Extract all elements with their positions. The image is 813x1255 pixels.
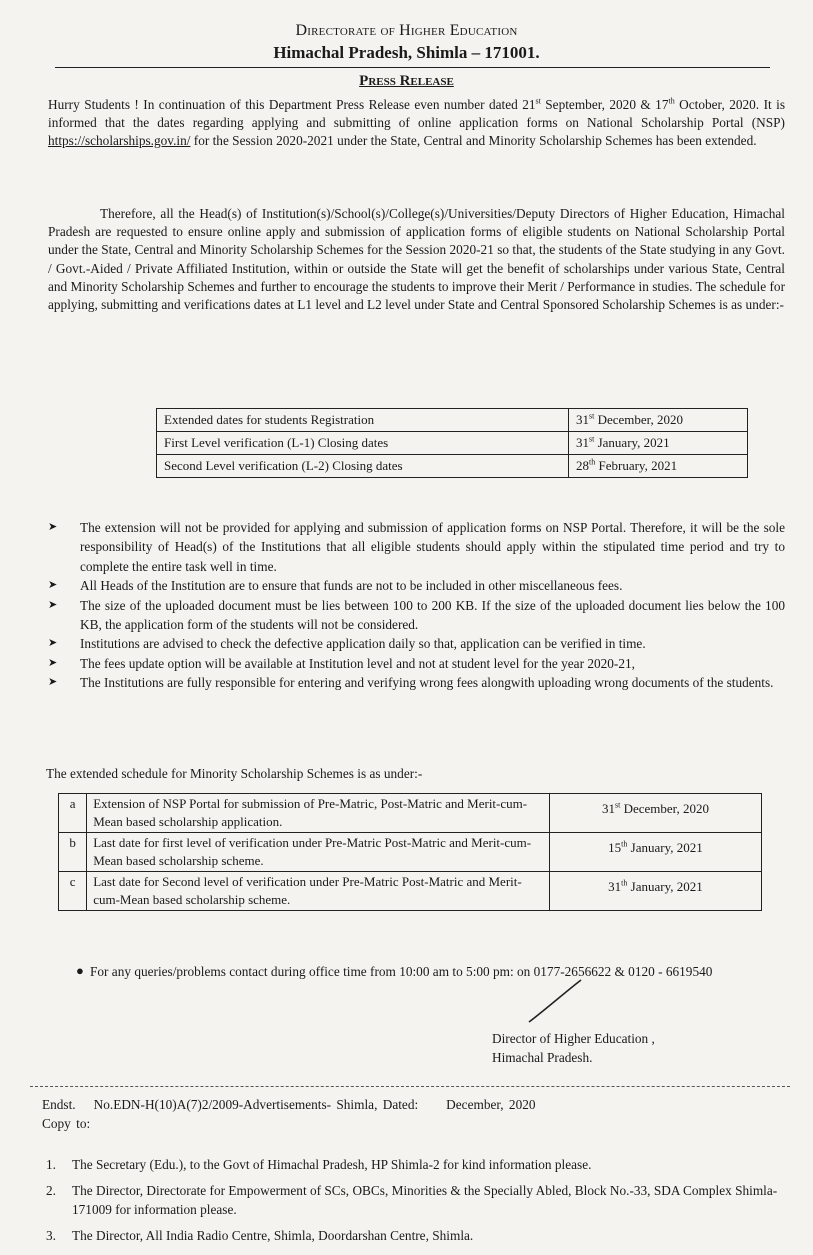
list-item: ➤ The size of the uploaded document must be lies between 100 to 200 KB. If the size of the uploaded document lies below the 100 KB, the application form of the students will not be considered. [48, 597, 785, 633]
list-item: 2. The Director, Directorate for Empowerment of SCs, OBCs, Minorities & the Specially Abled, Block No.-33, SDA Complex Shimla-171009 for information please. [46, 1182, 778, 1217]
contact-info: ● For any queries/problems contact during office time from 10:00 am to 5:00 pm: on 0177-2656622 & 0120 - 6619540 [90, 961, 780, 983]
schedule-label: First Level verification (L-1) Closing dates [157, 432, 569, 455]
schedule-date: 31st January, 2021 [569, 432, 748, 455]
list-item: ➤ All Heads of the Institution are to ensure that funds are not to be included in other miscellaneous fees. [48, 576, 785, 595]
table-row [157, 432, 748, 455]
list-item: ➤ Institutions are advised to check the defective application daily so that, application can be verified in time. [48, 634, 785, 653]
row-code: a [59, 794, 87, 833]
row-date: 31st December, 2020 [549, 794, 761, 833]
table-row [157, 455, 748, 478]
copy-recipients-list [46, 1155, 786, 1251]
row-description: Extension of NSP Portal for submission of Pre-Matric, Post-Matric and Merit-cum-Mean based scholarship application. [87, 794, 550, 833]
row-code: c [59, 872, 87, 911]
header-rule [55, 67, 770, 68]
minority-schedule-table [58, 793, 762, 911]
row-code: b [59, 833, 87, 872]
list-item: ➤ The fees update option will be available at Institution level and not at student level for the year 2020-21, [48, 654, 785, 673]
arrow-bullet-icon: ➤ [48, 598, 58, 611]
press-release-heading: Press Release [359, 73, 454, 89]
list-item: ➤ The extension will not be provided for applying and submission of application forms on NSP Portal. Therefore, it will be the sole responsibility of Head(s) of the Institutions that all eligible students should apply within the stipulated time period and try to complete the entire task well in time. [48, 520, 785, 574]
row-date: 15th January, 2021 [549, 833, 761, 872]
arrow-bullet-icon: ➤ [48, 676, 58, 689]
schedule-label: Second Level verification (L-2) Closing dates [157, 455, 569, 478]
directorate-title: Directorate of Higher Education [295, 22, 518, 39]
schedule-table [156, 408, 748, 478]
guidelines-list [48, 518, 785, 693]
endorsement-line: Endst. No.EDN-H(10)A(7)2/2009-Advertisements- Shimla, Dated: December, 2020 [42, 1097, 536, 1112]
row-description: Last date for Second level of verification under Pre-Matric Post-Matric and Merit-cum-Mean based scholarship scheme. [87, 872, 550, 911]
list-item: 1. The Secretary (Edu.), to the Govt of Himachal Pradesh, HP Shimla-2 for kind information please. [46, 1157, 592, 1172]
list-item: 3. The Director, All India Radio Centre, Shimla, Doordarshan Centre, Shimla. [46, 1227, 474, 1243]
table-row [59, 794, 762, 833]
schedule-label: Extended dates for students Registration [157, 409, 569, 432]
table-row [157, 409, 748, 432]
signatory-state: Himachal Pradesh. [492, 1050, 593, 1065]
row-description: Last date for first level of verification under Pre-Matric Post-Matric and Merit-cum-Mean based scholarship scheme. [87, 833, 550, 872]
footer-rule [30, 1086, 790, 1087]
table-row [59, 833, 762, 872]
arrow-bullet-icon: ➤ [48, 656, 58, 669]
arrow-bullet-icon: ➤ [48, 637, 58, 650]
instructions-paragraph: Therefore, all the Head(s) of Institution(s)/School(s)/College(s)/Universities/Deputy Directors of Higher Education, Himachal Pradesh are requested to ensure online apply and submission of application forms of eligible students on National Scholarship Portal under the State, Central and Minority Scholarship Schemes for the Session 2020-21 so that, the students of the State studying in any Govt. / Govt.-Aided / Private Affiliated Institution, within or outside the State will get the benefit of scholarships under various State, Central and Minority Scholarship Schemes and further to encourage the students to improve their Merit / Performance in studies. The schedule for applying, submitting and verifications dates at L1 level and L2 level under State and Central Sponsored Scholarship Schemes is as under:- [48, 206, 785, 313]
endorsement-block [42, 1095, 536, 1133]
signature-stroke-icon [525, 976, 585, 1026]
schedule-date: 28th February, 2021 [569, 455, 748, 478]
intro-paragraph: Hurry Students ! In continuation of this Department Press Release even number dated 21st September, 2020 & 17th October, 2020. It is informed that the dates regarding applying and submitting of online application forms on National Scholarship Portal (NSP) https://scholarships.gov.in/ for the Session 2020-2021 under the State, Central and Minority Scholarship Schemes has been extended. [48, 96, 785, 149]
signature-block [492, 1029, 655, 1067]
arrow-bullet-icon: ➤ [48, 579, 58, 592]
nsp-portal-link[interactable]: https://scholarships.gov.in/ [48, 133, 191, 149]
signatory-title: Director of Higher Education , [492, 1031, 655, 1046]
copy-to-label: Copy to: [42, 1116, 91, 1131]
directorate-location: Himachal Pradesh, Shimla – 171001. [273, 43, 540, 62]
schedule-date: 31st December, 2020 [569, 409, 748, 432]
table-row [59, 872, 762, 911]
row-date: 31th January, 2021 [549, 872, 761, 911]
arrow-bullet-icon: ➤ [48, 521, 58, 533]
list-item: ➤ The Institutions are fully responsible for entering and verifying wrong fees alongwith uploading wrong documents of the students. [48, 673, 785, 692]
minority-schedule-heading: The extended schedule for Minority Scholarship Schemes is as under:- [46, 766, 423, 781]
bullet-dot-icon: ● [76, 963, 84, 978]
